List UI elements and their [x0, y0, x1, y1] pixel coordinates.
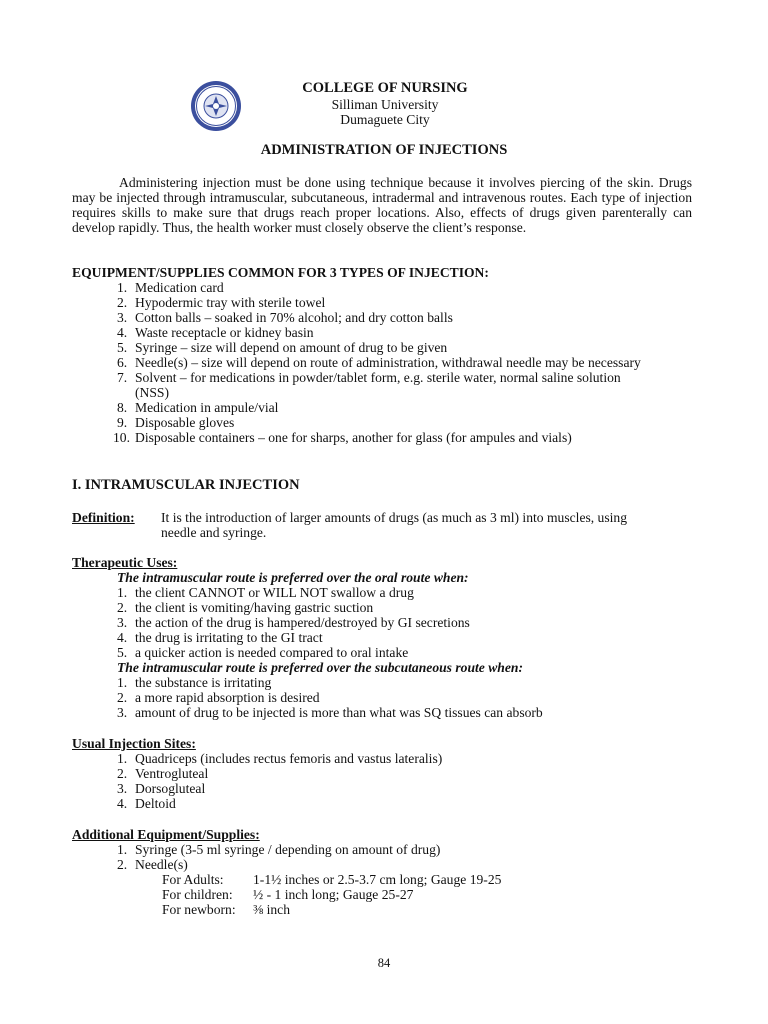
- university-name: Silliman University: [331, 97, 439, 112]
- needle-size-newborn: For newborn: ⅜ inch: [162, 902, 290, 917]
- list-item: 1. Quadriceps (includes rectus femoris and vastus lateralis): [117, 751, 443, 766]
- page-number: 84: [377, 956, 391, 970]
- subq-route-heading: The intramuscular route is preferred over the subcutaneous route when:: [117, 660, 523, 675]
- list-item: 4. Waste receptacle or kidney basin: [117, 325, 314, 340]
- oral-route-heading: The intramuscular route is preferred over the oral route when:: [117, 570, 469, 585]
- document-title: ADMINISTRATION OF INJECTIONS: [260, 142, 508, 158]
- list-item: 4. the drug is irritating to the GI tract: [117, 630, 323, 645]
- list-item: 10. Disposable containers – one for sharps, another for glass (for ampules and vials): [113, 430, 572, 445]
- subq-route-list: [117, 675, 677, 720]
- list-item: 2. a more rapid absorption is desired: [117, 690, 320, 705]
- list-item: 1. the substance is irritating: [117, 675, 272, 690]
- list-item: 5. a quicker action is needed compared to oral intake: [117, 645, 409, 660]
- needle-size-children: For children: ½ - 1 inch long; Gauge 25-27: [162, 887, 414, 902]
- section-title-intramuscular: I. INTRAMUSCULAR INJECTION: [72, 477, 300, 493]
- list-item: 3. the action of the drug is hampered/destroyed by GI secretions: [117, 615, 470, 630]
- list-item: 3. Cotton balls – soaked in 70% alcohol; and dry cotton balls: [117, 310, 453, 325]
- injection-sites-heading: Usual Injection Sites:: [72, 736, 196, 751]
- list-item: 3. Dorsogluteal: [117, 781, 206, 796]
- list-item: 1. the client CANNOT or WILL NOT swallow a drug: [117, 585, 414, 600]
- list-item: 1. Syringe (3-5 ml syringe / depending on amount of drug): [117, 842, 441, 857]
- oral-route-list: [117, 585, 677, 660]
- list-item: 7. Solvent – for medications in powder/tablet form, e.g. sterile water, normal saline solution (NSS): [117, 370, 621, 400]
- intro-paragraph: Administering injection must be done using technique because it involves piercing of the skin. Drugs may be injected through intramuscular, subcutaneous, intradermal and intravenous routes. Each type of injection requires skills to make sure that drugs reach proper locations. Also, effects of drugs given parenterally can develop rapidly. Thus, the health worker must closely observe the client’s response.: [72, 175, 692, 235]
- list-item: 2. the client is vomiting/having gastric suction: [117, 600, 374, 615]
- definition-label: Definition:: [72, 510, 135, 525]
- list-item: 2. Needle(s): [117, 857, 188, 872]
- list-item: 2. Hypodermic tray with sterile towel: [117, 295, 326, 310]
- list-item: 8. Medication in ampule/vial: [117, 400, 279, 415]
- additional-equipment-heading: Additional Equipment/Supplies:: [72, 827, 260, 842]
- document-header: [230, 80, 540, 127]
- therapeutic-uses-heading: Therapeutic Uses:: [72, 555, 178, 570]
- equipment-heading: EQUIPMENT/SUPPLIES COMMON FOR 3 TYPES OF INJECTION:: [72, 265, 489, 280]
- needle-size-adults: For Adults: 1-1½ inches or 2.5-3.7 cm long; Gauge 19-25: [162, 872, 502, 887]
- list-item: 5. Syringe – size will depend on amount of drug to be given: [117, 340, 448, 355]
- definition-text: It is the introduction of larger amounts of drugs (as much as 3 ml) into muscles, using needle and syringe.: [161, 510, 628, 540]
- list-item: 1. Medication card: [117, 280, 224, 295]
- additional-equipment-list: [117, 842, 677, 872]
- equipment-list: [113, 280, 647, 445]
- list-item: 4. Deltoid: [117, 796, 176, 811]
- college-name: COLLEGE OF NURSING: [302, 80, 468, 96]
- city-name: Dumaguete City: [340, 112, 430, 127]
- list-item: 9. Disposable gloves: [117, 415, 235, 430]
- injection-sites-list: [117, 751, 677, 811]
- list-item: 2. Ventrogluteal: [117, 766, 209, 781]
- list-item: 3. amount of drug to be injected is more than what was SQ tissues can absorb: [117, 705, 543, 720]
- list-item: 6. Needle(s) – size will depend on route of administration, withdrawal needle may be necessary: [117, 355, 641, 370]
